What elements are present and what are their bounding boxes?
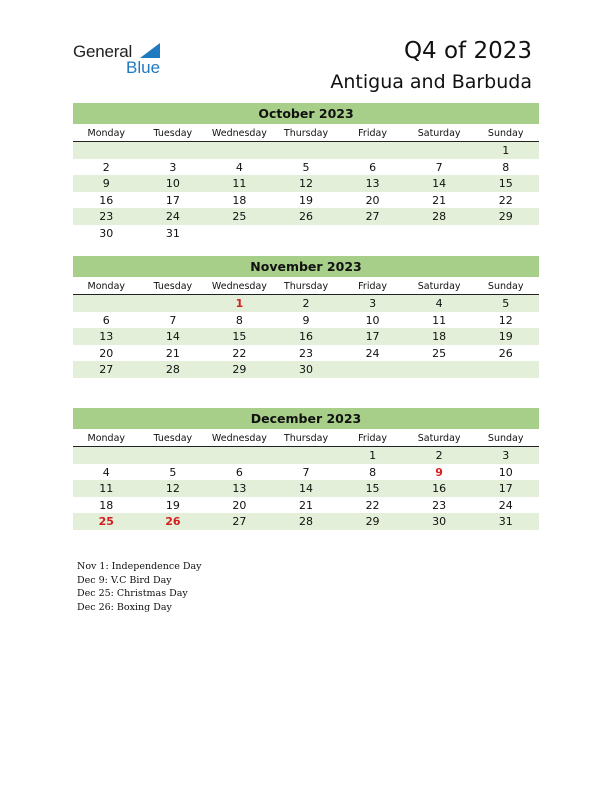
weekday-header-row	[73, 124, 539, 142]
week-row	[73, 208, 539, 225]
date-cell: 29	[232, 363, 247, 377]
date-cell: 23	[298, 346, 313, 360]
date-cell: 30	[298, 363, 313, 377]
weekday-label: Wednesday	[211, 433, 267, 444]
weekday-label: Sunday	[487, 433, 524, 444]
holiday-date-cell: 1	[235, 297, 244, 310]
logo-text-general: General	[73, 42, 133, 61]
date-cell: 16	[432, 482, 447, 496]
holiday-note: Dec 25: Christmas Day	[77, 588, 188, 600]
weekday-label: Thursday	[283, 281, 329, 292]
weekday-header-row	[73, 277, 539, 295]
date-cell: 14	[432, 177, 447, 191]
date-cell: 10	[365, 313, 380, 327]
date-cell: 14	[298, 482, 313, 496]
date-cell: 25	[432, 346, 447, 360]
date-cell: 31	[165, 226, 180, 240]
holiday-date-cell: 26	[165, 515, 181, 529]
date-cell: 21	[165, 346, 180, 360]
date-cell: 26	[498, 346, 513, 360]
date-cell: 12	[165, 482, 180, 496]
date-cell: 2	[102, 160, 110, 174]
date-cell: 1	[502, 144, 510, 157]
date-cell: 18	[99, 498, 114, 512]
date-cell	[406, 361, 473, 378]
date-cell: 27	[365, 210, 380, 224]
date-cell: 13	[99, 330, 114, 344]
date-cell: 9	[102, 177, 110, 191]
weekday-label: Thursday	[283, 128, 329, 139]
logo-text-blue: Blue	[126, 58, 161, 77]
date-cell: 7	[302, 465, 310, 479]
date-cell: 8	[502, 160, 510, 174]
month-title: October 2023	[73, 103, 539, 124]
holiday-note: Dec 9: V.C Bird Day	[77, 574, 172, 586]
date-cell: 1	[369, 449, 377, 462]
date-cell: 13	[365, 177, 380, 191]
week-row	[73, 142, 539, 159]
date-cell: 31	[498, 515, 513, 529]
date-cell	[140, 295, 207, 312]
date-cell: 24	[498, 498, 513, 512]
date-cell: 6	[102, 313, 110, 327]
date-cell: 12	[298, 177, 313, 191]
date-cell: 2	[302, 297, 310, 310]
date-cell: 11	[232, 177, 247, 191]
generalblue-logo	[73, 42, 173, 78]
date-cell: 8	[369, 465, 377, 479]
date-cell	[339, 225, 406, 242]
week-row	[73, 175, 539, 192]
date-cell	[472, 361, 539, 378]
date-cell: 5	[502, 297, 510, 310]
date-cell: 2	[435, 449, 443, 462]
weekday-label: Saturday	[417, 128, 461, 139]
week-row	[73, 513, 539, 530]
date-cell: 20	[365, 193, 380, 207]
date-cell: 18	[232, 193, 247, 207]
weekday-label: Saturday	[417, 281, 461, 292]
date-cell: 5	[169, 465, 177, 479]
date-cell: 21	[298, 498, 313, 512]
week-row	[73, 295, 539, 312]
date-cell: 15	[498, 177, 513, 191]
holiday-note: Dec 26: Boxing Day	[77, 601, 172, 613]
date-cell: 13	[232, 482, 247, 496]
date-cell: 12	[498, 313, 513, 327]
weekday-label: Monday	[87, 128, 126, 139]
logo-triangle-icon	[140, 43, 160, 58]
date-cell: 7	[169, 313, 177, 327]
month-november	[73, 256, 539, 378]
date-cell: 3	[169, 160, 177, 174]
date-cell: 19	[298, 193, 313, 207]
date-cell: 22	[498, 193, 513, 207]
date-cell: 28	[432, 210, 447, 224]
date-cell: 29	[498, 210, 513, 224]
date-cell: 3	[502, 449, 510, 462]
week-row	[73, 464, 539, 481]
date-cell	[273, 447, 340, 464]
weekday-label: Saturday	[417, 433, 461, 444]
weekday-label: Thursday	[283, 433, 329, 444]
date-cell: 6	[235, 465, 243, 479]
date-cell: 24	[165, 210, 180, 224]
date-cell: 7	[435, 160, 443, 174]
date-cell: 16	[99, 193, 114, 207]
weekday-label: Wednesday	[211, 128, 267, 139]
month-title: December 2023	[73, 408, 539, 429]
week-row	[73, 312, 539, 329]
week-row	[73, 447, 539, 464]
date-cell	[206, 225, 273, 242]
weekday-label: Tuesday	[153, 281, 193, 292]
week-row	[73, 159, 539, 176]
date-cell: 4	[102, 465, 110, 479]
date-cell: 4	[235, 160, 243, 174]
date-cell: 5	[302, 160, 310, 174]
holiday-notes	[77, 560, 202, 614]
date-cell: 8	[235, 313, 243, 327]
holiday-note: Nov 1: Independence Day	[77, 561, 202, 572]
week-row	[73, 345, 539, 362]
date-cell	[339, 361, 406, 378]
date-cell: 23	[432, 498, 447, 512]
weekday-label: Wednesday	[211, 281, 267, 292]
date-cell: 22	[232, 346, 247, 360]
week-row	[73, 480, 539, 497]
holiday-date-cell: 9	[435, 465, 443, 479]
date-cell: 3	[369, 297, 377, 310]
date-cell	[140, 447, 207, 464]
weekday-label: Friday	[358, 281, 387, 292]
week-row	[73, 497, 539, 514]
week-row	[73, 328, 539, 345]
date-cell: 17	[165, 193, 180, 207]
date-cell	[339, 142, 406, 159]
week-row	[73, 225, 539, 242]
weekday-label: Friday	[358, 433, 387, 444]
date-cell	[406, 225, 473, 242]
date-cell	[472, 225, 539, 242]
date-cell: 15	[232, 330, 247, 344]
page-subtitle: Antigua and Barbuda	[330, 71, 532, 93]
week-row	[73, 361, 539, 378]
date-cell: 16	[298, 330, 313, 344]
page-title: Q4 of 2023	[403, 38, 532, 64]
date-cell: 25	[232, 210, 247, 224]
date-cell	[73, 142, 140, 159]
date-cell: 23	[99, 210, 114, 224]
date-cell: 15	[365, 482, 380, 496]
date-cell: 9	[302, 313, 310, 327]
weekday-label: Sunday	[487, 128, 524, 139]
weekday-label: Sunday	[487, 281, 524, 292]
date-cell: 24	[365, 346, 380, 360]
date-cell: 6	[369, 160, 377, 174]
week-row	[73, 192, 539, 209]
date-cell	[73, 447, 140, 464]
date-cell: 28	[298, 515, 313, 529]
month-october	[73, 103, 539, 242]
weekday-label: Tuesday	[153, 433, 193, 444]
date-cell: 22	[365, 498, 380, 512]
date-cell: 27	[232, 515, 247, 529]
date-cell	[73, 295, 140, 312]
date-cell: 29	[365, 515, 380, 529]
weekday-label: Monday	[87, 433, 126, 444]
date-cell: 14	[165, 330, 180, 344]
date-cell: 30	[432, 515, 447, 529]
month-december	[73, 408, 539, 530]
date-cell: 19	[165, 498, 180, 512]
date-cell: 17	[498, 482, 513, 496]
date-cell: 4	[435, 297, 443, 310]
date-cell	[206, 142, 273, 159]
date-cell: 30	[99, 226, 114, 240]
weekday-label: Tuesday	[153, 128, 193, 139]
date-cell	[273, 142, 340, 159]
date-cell: 10	[165, 177, 180, 191]
month-title: November 2023	[73, 256, 539, 277]
date-cell: 11	[432, 313, 447, 327]
date-cell	[406, 142, 473, 159]
holiday-date-cell: 25	[98, 515, 114, 529]
date-cell: 11	[99, 482, 114, 496]
weekday-header-row	[73, 429, 539, 447]
date-cell: 20	[99, 346, 114, 360]
date-cell: 17	[365, 330, 380, 344]
date-cell	[206, 447, 273, 464]
date-cell	[140, 142, 207, 159]
date-cell: 20	[232, 498, 247, 512]
weekday-label: Friday	[358, 128, 387, 139]
date-cell: 19	[498, 330, 513, 344]
date-cell: 28	[165, 363, 180, 377]
weekday-label: Monday	[87, 281, 126, 292]
date-cell: 10	[498, 465, 513, 479]
date-cell: 27	[99, 363, 114, 377]
date-cell	[273, 225, 340, 242]
date-cell: 21	[432, 193, 447, 207]
date-cell: 26	[298, 210, 313, 224]
date-cell: 18	[432, 330, 447, 344]
